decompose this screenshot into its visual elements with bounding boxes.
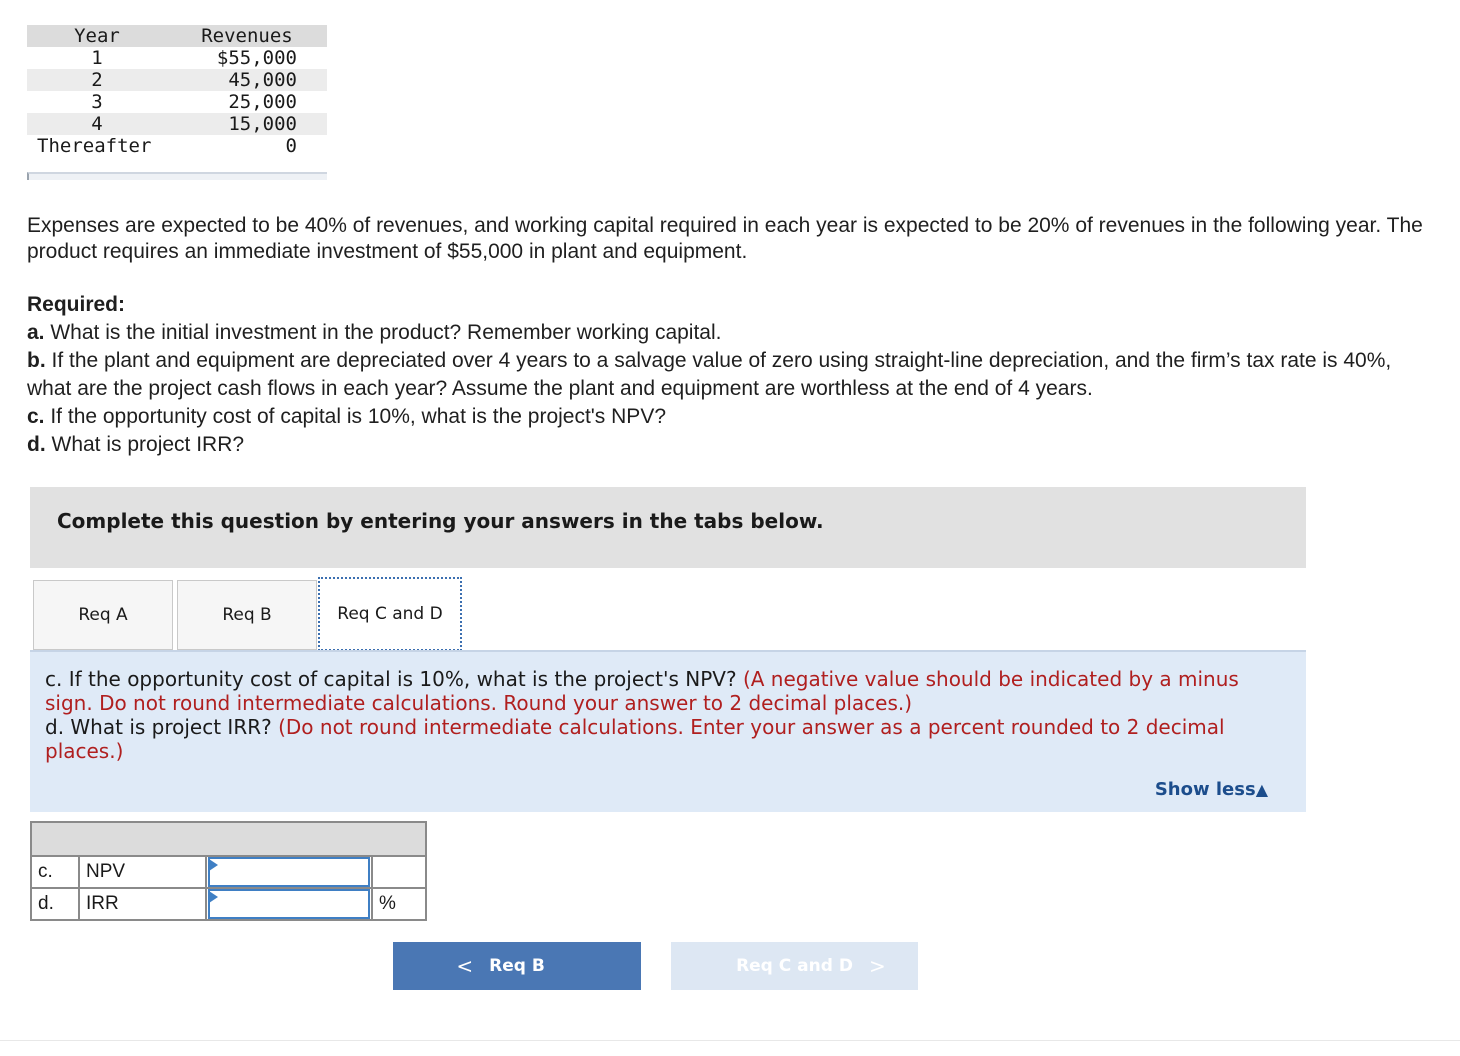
npv-cell	[206, 856, 372, 888]
table-row	[27, 113, 327, 135]
revenue-cell: 15,000	[228, 113, 297, 135]
required-heading: Required:	[27, 293, 126, 316]
show-less-button[interactable]	[1155, 779, 1268, 800]
required-tag-d: d.	[27, 433, 46, 456]
irr-cell	[206, 888, 372, 920]
required-tag-a: a.	[27, 321, 45, 344]
row-label: c.	[31, 856, 79, 888]
prev-req-button[interactable]	[393, 942, 641, 990]
required-tag-c: c.	[27, 405, 45, 428]
next-req-label: Req C and D	[736, 956, 853, 976]
prev-req-label: Req B	[489, 956, 545, 976]
required-section	[27, 291, 1437, 459]
triangle-up-icon: ▲	[1255, 780, 1268, 799]
irr-input[interactable]	[208, 889, 370, 919]
revenue-cell: 25,000	[228, 91, 297, 113]
bottom-divider	[0, 1040, 1460, 1041]
table-row	[27, 69, 327, 91]
table-row	[27, 91, 327, 113]
table-row	[27, 47, 327, 69]
show-less-label: Show less	[1154, 779, 1256, 800]
table-row	[31, 856, 426, 888]
required-item-b: If the plant and equipment are depreciated over 4 years to a salvage value of zero using straight-line depreciation, and the firm’s tax rate is 40%, what are the project cash flows in each year? Assume the plant and equipment are worthless at the end of 4 years.	[27, 349, 1392, 400]
required-item-d: What is project IRR?	[45, 433, 245, 456]
year-cell: 3	[91, 91, 103, 113]
table-row	[27, 135, 327, 157]
row-name: IRR	[79, 888, 206, 920]
tab-req-a[interactable]: Req A	[33, 580, 173, 650]
required-item-a: What is the initial investment in the product? Remember working capital.	[44, 321, 722, 344]
answer-header-cell	[31, 822, 426, 856]
revenue-cell: $55,000	[216, 47, 297, 69]
table-footer-rule	[27, 172, 327, 180]
table-row	[31, 888, 426, 920]
revenue-cell: 45,000	[228, 69, 297, 91]
question-d-note: (Do not round intermediate calculations. Enter your answer as a percent rounded to 2 decimal places.)	[45, 715, 1225, 763]
revenue-table-header	[27, 25, 327, 47]
tab-req-c-and-d[interactable]: Req C and D	[318, 577, 462, 651]
revenue-cell: 0	[285, 135, 297, 157]
year-cell: 1	[91, 47, 103, 69]
answer-table-header	[31, 822, 426, 856]
row-unit: %	[372, 888, 426, 920]
chevron-left-icon: <	[456, 954, 474, 978]
year-cell: 2	[91, 69, 103, 91]
instruction-text: Complete this question by entering your answers in the tabs below.	[57, 509, 824, 533]
row-name: NPV	[79, 856, 206, 888]
tab-req-b[interactable]: Req B	[177, 580, 317, 650]
year-cell: 4	[91, 113, 103, 135]
required-tag-b: b.	[27, 349, 46, 372]
question-c: c. If the opportunity cost of capital is 10%, what is the project's NPV?	[45, 667, 743, 691]
input-marker-icon	[209, 891, 218, 903]
year-header: Year	[74, 25, 120, 47]
row-unit	[372, 856, 426, 888]
required-item-c: If the opportunity cost of capital is 10%, what is the project's NPV?	[44, 405, 667, 428]
question-panel	[30, 652, 1306, 812]
instruction-panel	[30, 487, 1306, 568]
chevron-right-icon: >	[868, 954, 886, 978]
year-cell: Thereafter	[37, 135, 152, 157]
intro-paragraph: Expenses are expected to be 40% of revenues, and working capital required in each year is expected to be 20% of revenues in the following year. The product requires an immediate investment of $55,000 in plant and equipment.	[27, 214, 1423, 263]
revenues-header: Revenues	[201, 25, 293, 47]
question-d: d. What is project IRR?	[45, 715, 279, 739]
row-label: d.	[31, 888, 79, 920]
question-c-note: (A negative value should be indicated by a minus sign. Do not round intermediate calculations. Round your answer to 2 decimal places.)	[45, 667, 1239, 715]
input-marker-icon	[209, 859, 218, 871]
npv-input[interactable]	[208, 857, 370, 887]
revenue-table	[27, 25, 327, 180]
next-req-button[interactable]	[671, 942, 918, 990]
answer-table	[30, 821, 427, 921]
question-text	[45, 667, 1275, 763]
